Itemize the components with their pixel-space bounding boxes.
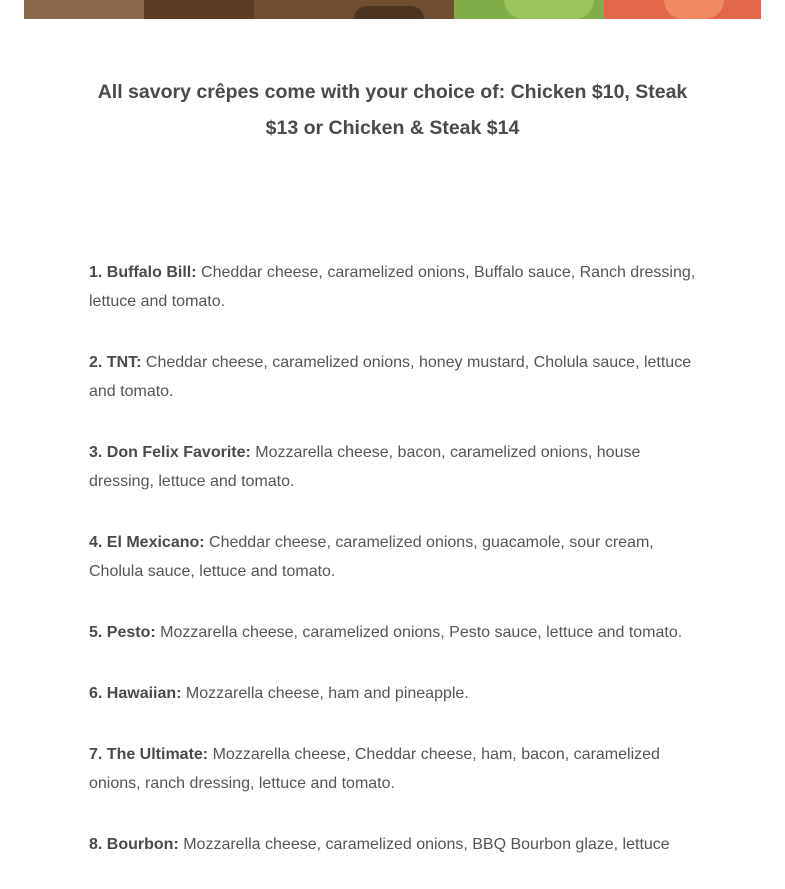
menu-item — [89, 830, 701, 859]
menu-item — [89, 348, 701, 406]
menu-item-description: Mozzarella cheese, caramelized onions, Pesto sauce, lettuce and tomato. — [155, 624, 683, 641]
menu-item-description: Cheddar cheese, caramelized onions, guacamole, sour cream, Cholula sauce, lettuce and tomato. — [89, 534, 654, 580]
price-headline: All savory crêpes come with your choice of: Chicken $10, Steak $13 or Chicken & Steak $14 — [97, 81, 688, 139]
menu-item — [89, 528, 701, 586]
menu-item-description: Mozzarella cheese, caramelized onions, BBQ Bourbon glaze, lettuce — [178, 836, 670, 853]
menu-item-description: Cheddar cheese, caramelized onions, Buffalo sauce, Ranch dressing, lettuce and tomato. — [89, 264, 696, 310]
menu-item-name: 4. El Mexicano: — [89, 534, 205, 551]
menu-item — [89, 258, 701, 316]
menu-item-name: 8. Bourbon: — [89, 836, 179, 853]
menu-item — [89, 618, 701, 647]
menu-item — [89, 679, 701, 708]
menu-item-description: Mozzarella cheese, ham and pineapple. — [181, 685, 469, 702]
menu-item-name: 3. Don Felix Favorite: — [89, 444, 251, 461]
hero-food-image — [24, 0, 761, 19]
menu-item — [89, 438, 701, 496]
crepe-menu-list — [89, 258, 701, 889]
menu-item-description: Mozzarella cheese, bacon, caramelized onions, house dressing, lettuce and tomato. — [89, 444, 641, 490]
menu-item-name: 2. TNT: — [89, 354, 142, 371]
menu-item-name: 5. Pesto: — [89, 624, 156, 641]
menu-item-name: 1. Buffalo Bill: — [89, 264, 197, 281]
menu-item-name: 7. The Ultimate: — [89, 746, 209, 763]
menu-item-description: Mozzarella cheese, Cheddar cheese, ham, bacon, caramelized onions, ranch dressing, lettuce and tomato. — [89, 746, 660, 792]
menu-item-name: 6. Hawaiian: — [89, 685, 182, 702]
menu-item-description: Cheddar cheese, caramelized onions, honey mustard, Cholula sauce, lettuce and tomato. — [89, 354, 692, 400]
menu-item — [89, 740, 701, 798]
